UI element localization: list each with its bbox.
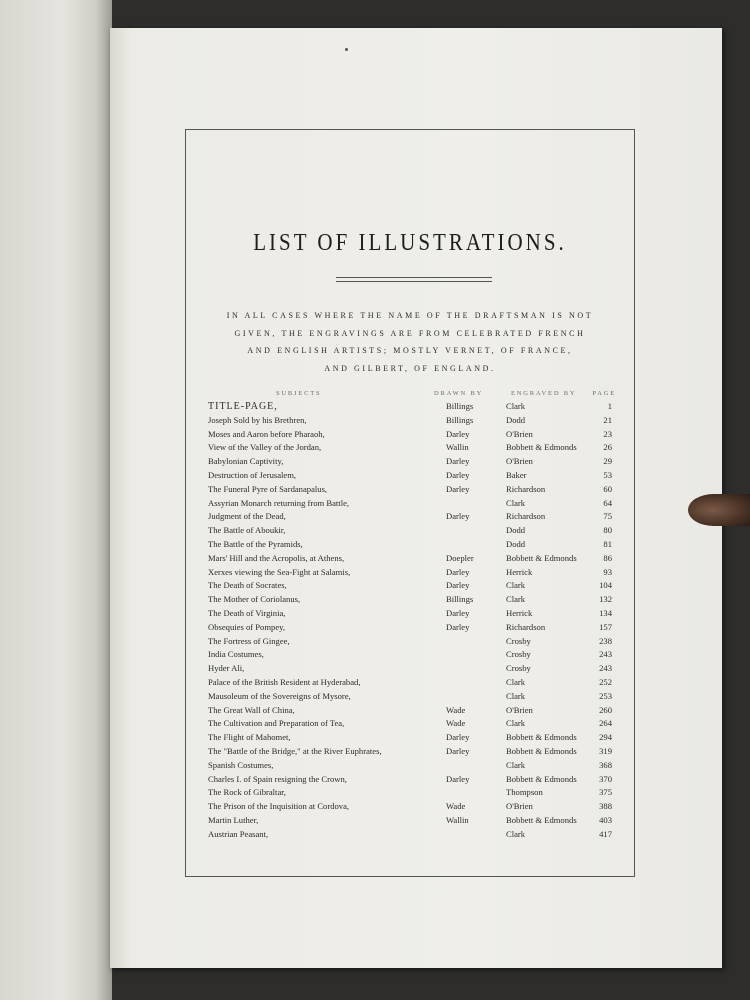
page-cell: 64	[603, 497, 612, 508]
engraved-by-cell: Bobbett & Edmonds	[506, 773, 577, 784]
subject-cell: The Fortress of Gingee,	[208, 635, 290, 646]
subject-cell: The "Battle of the Bridge," at the River Euphrates,	[208, 745, 382, 756]
page-cell: 1	[607, 401, 612, 411]
drawn-by-cell: Darley	[446, 580, 470, 591]
engraved-by-cell: Dodd	[506, 414, 526, 425]
subject-cell: Charles I. of Spain resigning the Crown,	[208, 773, 347, 784]
page-speck	[345, 48, 348, 51]
table-row	[186, 470, 634, 484]
page-cell: 23	[603, 428, 612, 439]
page-cell: 132	[599, 594, 612, 605]
drawn-by-cell: Darley	[446, 773, 470, 784]
subject-cell: View of the Valley of the Jordan,	[208, 442, 322, 453]
page-cell: 104	[599, 580, 612, 591]
engraved-by-cell: Clark	[506, 828, 526, 839]
subject-cell: Destruction of Jerusalem,	[208, 469, 297, 480]
table-row	[186, 815, 634, 829]
subject-cell: Mars' Hill and the Acropolis, at Athens,	[208, 552, 345, 563]
drawn-by-cell: Darley	[446, 566, 470, 577]
table-row	[186, 718, 634, 732]
page-cell: 243	[599, 663, 612, 674]
table-row	[186, 774, 634, 788]
page-cell: 75	[603, 511, 612, 522]
page-cell: 319	[599, 745, 612, 756]
page-cell: 370	[599, 773, 612, 784]
table-row	[186, 622, 634, 636]
table-row	[186, 787, 634, 801]
illustrations-table	[186, 401, 634, 843]
page-cell: 238	[599, 635, 612, 646]
page-cell: 403	[599, 814, 612, 825]
table-row	[186, 553, 634, 567]
table-row	[186, 498, 634, 512]
subject-cell: TITLE-PAGE,	[208, 401, 278, 412]
engraved-by-cell: Thompson	[506, 787, 543, 798]
drawn-by-cell: Wallin	[446, 442, 469, 453]
page-cell: 253	[599, 690, 612, 701]
subject-cell: Xerxes viewing the Sea-Fight at Salamis,	[208, 566, 351, 577]
page-cell: 260	[599, 704, 612, 715]
subject-cell: Hyder Ali,	[208, 663, 245, 674]
engraved-by-cell: Bobbett & Edmonds	[506, 442, 577, 453]
engraved-by-cell: Richardson	[506, 621, 546, 632]
title-rule	[336, 277, 492, 282]
engraved-by-cell: Clark	[506, 718, 526, 729]
page-cell: 80	[603, 525, 612, 536]
subject-cell: The Funeral Pyre of Sardanapalus,	[208, 483, 328, 494]
drawn-by-cell: Darley	[446, 732, 470, 743]
subject-cell: Moses and Aaron before Pharaoh,	[208, 428, 325, 439]
table-row	[186, 608, 634, 622]
drawn-by-cell: Darley	[446, 483, 470, 494]
table-row	[186, 525, 634, 539]
engraved-by-cell: O'Brien	[506, 704, 533, 715]
page-cell: 252	[599, 676, 612, 687]
engraved-by-cell: Bobbett & Edmonds	[506, 814, 577, 825]
table-row	[186, 636, 634, 650]
table-row	[186, 580, 634, 594]
table-row	[186, 663, 634, 677]
page-cell: 29	[603, 456, 612, 467]
table-row	[186, 649, 634, 663]
drawn-by-cell: Wallin	[446, 814, 469, 825]
drawn-by-cell: Darley	[446, 428, 470, 439]
page-cell: 134	[599, 607, 612, 618]
subject-cell: The Flight of Mahomet,	[208, 732, 291, 743]
header-page: PAGE	[592, 390, 616, 397]
table-row	[186, 677, 634, 691]
engraved-by-cell: O'Brien	[506, 801, 533, 812]
drawn-by-cell: Darley	[446, 456, 470, 467]
subject-cell: Spanish Costumes,	[208, 759, 274, 770]
header-drawn-by: DRAWN BY	[434, 390, 484, 397]
subject-cell: The Prison of the Inquisition at Cordova,	[208, 801, 350, 812]
engraved-by-cell: Baker	[506, 469, 527, 480]
page-cell: 157	[599, 621, 612, 632]
page-cell: 93	[603, 566, 612, 577]
engraved-by-cell: Clark	[506, 594, 526, 605]
table-row	[186, 594, 634, 608]
page-cell: 81	[603, 538, 612, 549]
note-line: IN ALL CASES WHERE THE NAME OF THE DRAFTSMAN IS NOT	[226, 311, 594, 320]
engraved-by-cell: Clark	[506, 580, 526, 591]
subject-cell: The Battle of Aboukir,	[208, 525, 286, 536]
subject-cell: The Cultivation and Preparation of Tea,	[208, 718, 345, 729]
table-row	[186, 401, 634, 415]
engraved-by-cell: Dodd	[506, 538, 526, 549]
engraved-by-cell: Clark	[506, 690, 526, 701]
subject-cell: The Death of Virginia,	[208, 607, 286, 618]
drawn-by-cell: Darley	[446, 607, 470, 618]
table-row	[186, 760, 634, 774]
drawn-by-cell: Billings	[446, 414, 474, 425]
drawn-by-cell: Darley	[446, 511, 470, 522]
table-row	[186, 746, 634, 760]
subject-cell: The Mother of Coriolanus,	[208, 594, 301, 605]
engraved-by-cell: Crosby	[506, 663, 531, 674]
subject-cell: Judgment of the Dead,	[208, 511, 286, 522]
engraved-by-cell: Clark	[506, 497, 526, 508]
subject-cell: The Death of Socrates,	[208, 580, 287, 591]
subject-cell: Austrian Peasant,	[208, 828, 269, 839]
page-cell: 417	[599, 828, 612, 839]
subject-cell: The Rock of Gibraltar,	[208, 787, 286, 798]
engraved-by-cell: Clark	[506, 676, 526, 687]
facing-page	[0, 0, 112, 1000]
subject-cell: Palace of the British Resident at Hyderabad,	[208, 676, 361, 687]
table-row	[186, 732, 634, 746]
drawn-by-cell: Billings	[446, 594, 474, 605]
illustrations-frame	[185, 129, 635, 877]
drawn-by-cell: Wade	[446, 718, 466, 729]
engraved-by-cell: Herrick	[506, 566, 533, 577]
engraved-by-cell: Richardson	[506, 483, 546, 494]
engraved-by-cell: Clark	[506, 401, 526, 411]
header-subjects: SUBJECTS	[276, 390, 322, 397]
note-line: GIVEN, THE ENGRAVINGS ARE FROM CELEBRATED FRENCH	[234, 329, 586, 338]
table-row	[186, 484, 634, 498]
table-row	[186, 691, 634, 705]
table-row	[186, 511, 634, 525]
subject-cell: Obsequies of Pompey,	[208, 621, 286, 632]
drawn-by-cell: Billings	[446, 401, 474, 411]
subject-cell: Martin Luther,	[208, 814, 259, 825]
subject-cell: The Battle of the Pyramids,	[208, 538, 303, 549]
subject-cell: Joseph Sold by his Brethren,	[208, 414, 307, 425]
table-row	[186, 539, 634, 553]
engraved-by-cell: Herrick	[506, 607, 533, 618]
page-cell: 368	[599, 759, 612, 770]
page-cell: 53	[603, 469, 612, 480]
engraved-by-cell: Dodd	[506, 525, 526, 536]
page-cell: 21	[603, 414, 612, 425]
table-row	[186, 705, 634, 719]
engraved-by-cell: O'Brien	[506, 428, 533, 439]
engraved-by-cell: Richardson	[506, 511, 546, 522]
page-cell: 86	[603, 552, 612, 563]
subject-cell: Assyrian Monarch returning from Battle,	[208, 497, 350, 508]
table-row	[186, 456, 634, 470]
page-cell: 375	[599, 787, 612, 798]
drawn-by-cell: Wade	[446, 704, 466, 715]
page-cell: 26	[603, 442, 612, 453]
drawn-by-cell: Wade	[446, 801, 466, 812]
note-line: AND ENGLISH ARTISTS; MOSTLY VERNET, OF FRANCE,	[247, 346, 573, 355]
table-row	[186, 442, 634, 456]
engraved-by-cell: Clark	[506, 759, 526, 770]
engraved-by-cell: Crosby	[506, 635, 531, 646]
bookmark-ribbon	[688, 494, 750, 526]
page-cell: 388	[599, 801, 612, 812]
engraved-by-cell: Bobbett & Edmonds	[506, 732, 577, 743]
drawn-by-cell: Darley	[446, 621, 470, 632]
header-engraved-by: ENGRAVED BY	[511, 390, 577, 397]
page-cell: 243	[599, 649, 612, 660]
drawn-by-cell: Doepler	[446, 552, 474, 563]
page-title: LIST OF ILLUSTRATIONS.	[253, 228, 567, 256]
engraved-by-cell: Bobbett & Edmonds	[506, 552, 577, 563]
table-row	[186, 567, 634, 581]
engraved-by-cell: Crosby	[506, 649, 531, 660]
drawn-by-cell: Darley	[446, 469, 470, 480]
engraved-by-cell: O'Brien	[506, 456, 533, 467]
table-row	[186, 801, 634, 815]
table-row	[186, 429, 634, 443]
page-cell: 294	[599, 732, 612, 743]
table-row	[186, 415, 634, 429]
engraved-by-cell: Bobbett & Edmonds	[506, 745, 577, 756]
subject-cell: Babylonian Captivity,	[208, 456, 284, 467]
subject-cell: Mausoleum of the Sovereigns of Mysore,	[208, 690, 351, 701]
table-row	[186, 829, 634, 843]
page-cell: 264	[599, 718, 612, 729]
subject-cell: The Great Wall of China,	[208, 704, 295, 715]
page-cell: 60	[603, 483, 612, 494]
subject-cell: India Costumes,	[208, 649, 264, 660]
note-line: AND GILBERT, OF ENGLAND.	[324, 364, 496, 373]
drawn-by-cell: Darley	[446, 745, 470, 756]
